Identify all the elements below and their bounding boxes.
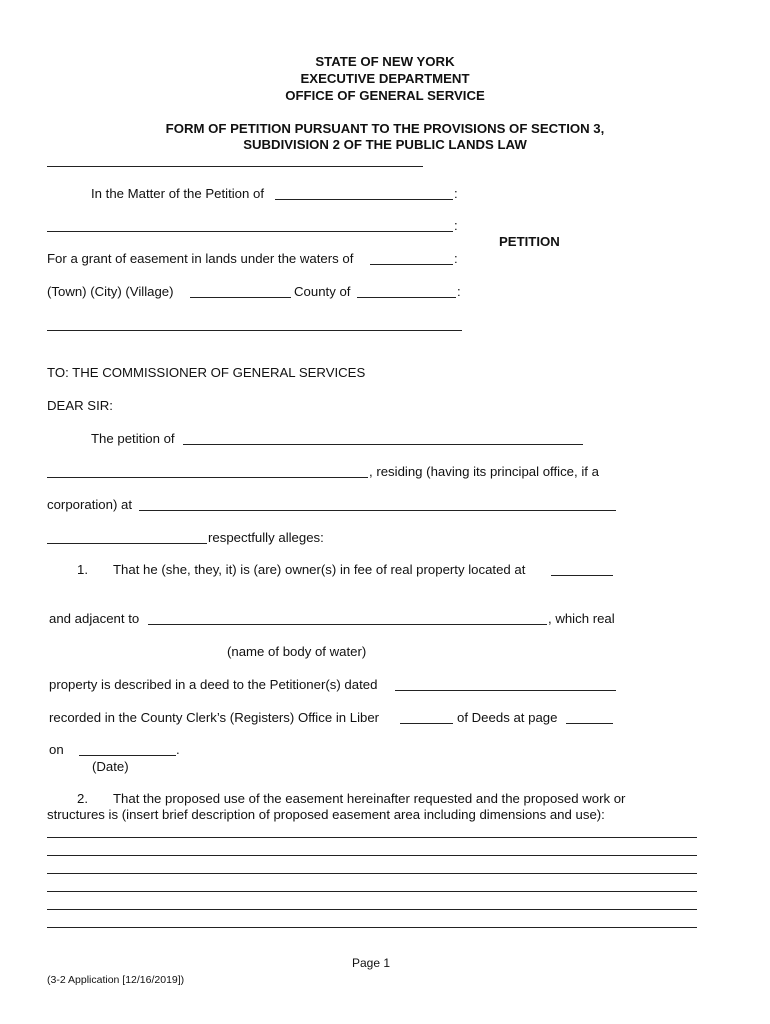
- item-1-text: That he (she, they, it) is (are) owner(s) in fee of real property located at: [113, 562, 526, 577]
- petitioner-name-continued-field[interactable]: [47, 231, 453, 232]
- header-office: OFFICE OF GENERAL SERVICE: [285, 88, 485, 103]
- respectfully-alleges-label: respectfully alleges:: [208, 530, 324, 545]
- municipality-field[interactable]: [190, 297, 291, 298]
- deed-date-field[interactable]: [395, 690, 616, 691]
- address-field[interactable]: [139, 510, 616, 511]
- period: .: [176, 742, 180, 757]
- form-title-line1: FORM OF PETITION PURSUANT TO THE PROVISIONS OF SECTION 3,: [165, 121, 605, 136]
- county-field[interactable]: [357, 297, 456, 298]
- date-caption: (Date): [92, 759, 129, 774]
- item-2-text-line1: That the proposed use of the easement hereinafter requested and the proposed work or: [113, 791, 626, 806]
- easement-grant-label: For a grant of easement in lands under the waters of: [47, 251, 354, 266]
- recorded-label: recorded in the County Clerk’s (Registers) Office in Liber: [49, 710, 380, 725]
- colon-1: :: [454, 186, 458, 201]
- header-state: STATE OF NEW YORK: [315, 54, 455, 69]
- colon-3: :: [454, 251, 458, 266]
- property-location-field[interactable]: [551, 575, 613, 576]
- description-line[interactable]: [47, 837, 697, 838]
- caption-top-line: [47, 166, 423, 167]
- matter-of-petition-label: In the Matter of the Petition of: [91, 186, 265, 201]
- on-label: on: [49, 742, 64, 757]
- caption-bottom-line: [47, 330, 462, 331]
- deed-label: property is described in a deed to the Petitioner(s) dated: [49, 677, 378, 692]
- body-of-water-field[interactable]: [148, 624, 547, 625]
- petitioner-name-field[interactable]: [275, 199, 453, 200]
- item-1-number: 1.: [77, 562, 88, 577]
- description-line[interactable]: [47, 873, 697, 874]
- body-of-water-caption: (name of body of water): [227, 644, 367, 659]
- petition-of-label: The petition of: [91, 431, 175, 446]
- liber-field[interactable]: [400, 723, 453, 724]
- description-line[interactable]: [47, 909, 697, 910]
- deeds-at-page-label: of Deeds at page: [457, 710, 558, 725]
- description-line[interactable]: [47, 927, 697, 928]
- form-title-line2: SUBDIVISION 2 OF THE PUBLIC LANDS LAW: [243, 137, 527, 152]
- colon-2: :: [454, 218, 458, 233]
- description-line[interactable]: [47, 855, 697, 856]
- item-2-number: 2.: [77, 791, 88, 806]
- petition-of-field[interactable]: [183, 444, 583, 445]
- alleges-prefix-field[interactable]: [47, 543, 207, 544]
- which-real-label: , which real: [548, 611, 615, 626]
- county-label: County of: [294, 284, 351, 299]
- adjacent-to-label: and adjacent to: [49, 611, 140, 626]
- colon-4: :: [457, 284, 461, 299]
- residing-label: , residing (having its principal office, if a: [369, 464, 599, 479]
- waters-of-field[interactable]: [370, 264, 453, 265]
- salutation: DEAR SIR:: [47, 398, 113, 413]
- page-number: Page 1: [352, 956, 391, 970]
- corporation-at-label: corporation) at: [47, 497, 133, 512]
- municipality-label: (Town) (City) (Village): [47, 284, 174, 299]
- petitioner-residence-name-field[interactable]: [47, 477, 368, 478]
- addressee-line: TO: THE COMMISSIONER OF GENERAL SERVICES: [47, 365, 366, 380]
- description-line[interactable]: [47, 891, 697, 892]
- petition-heading: PETITION: [499, 234, 560, 249]
- item-2-text-line2: structures is (insert brief description of proposed easement area including dimensions and use):: [47, 807, 605, 822]
- form-identifier: (3-2 Application [12/16/2019]): [47, 974, 185, 986]
- page-number-field[interactable]: [566, 723, 613, 724]
- recording-date-field[interactable]: [79, 755, 176, 756]
- header-department: EXECUTIVE DEPARTMENT: [300, 71, 470, 86]
